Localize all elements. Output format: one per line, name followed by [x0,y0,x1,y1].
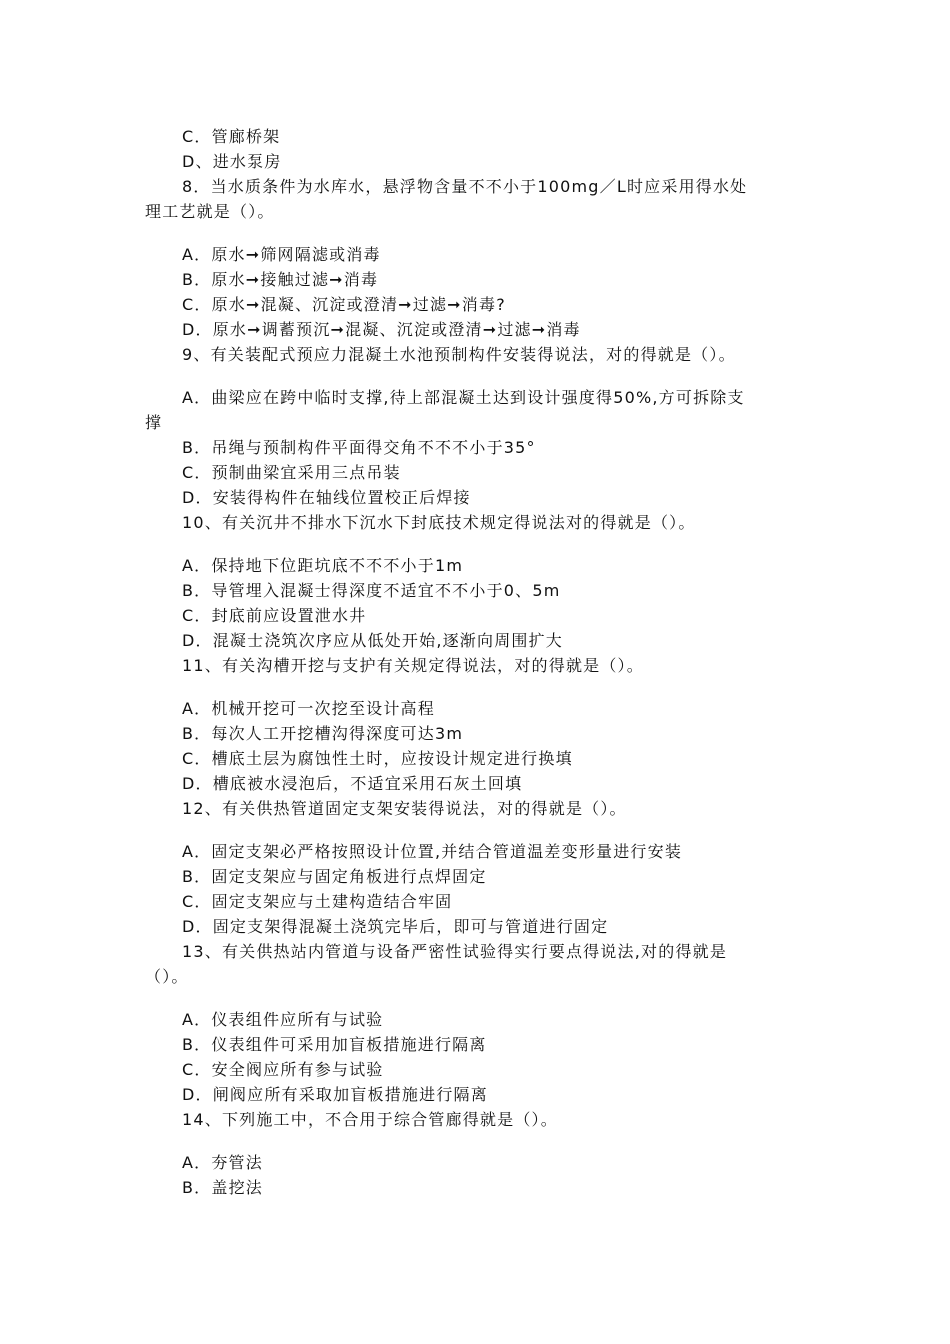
option-a-12: A．固定支架必严格按照设计位置,并结合管道温差变形量进行安装 [182,842,683,861]
option-a-8: A．原水➞筛网隔滤或消毒 [182,245,381,264]
option-d-10: D．混凝士浇筑次序应从低处开始,逐渐向周围扩大 [182,631,564,650]
option-b-8: B．原水➞接触过滤➞消毒 [182,270,379,289]
option-a-10: A．保持地下位距坑底不不不小于1m [182,556,464,575]
option-c-7: C．管廊桥架 [182,127,281,146]
option-a-9-continued: 撑 [145,413,163,432]
option-b-9: B．吊绳与预制构件平面得交角不不不小于35° [182,438,536,457]
option-c-13: C．安全阀应所有参与试验 [182,1060,384,1079]
option-b-13: B．仪表组件可采用加盲板措施进行隔离 [182,1035,487,1054]
option-b-14: B．盖挖法 [182,1178,263,1197]
option-c-12: C．固定支架应与土建构造结合牢固 [182,892,453,911]
option-b-12: B．固定支架应与固定角板进行点焊固定 [182,867,487,886]
option-c-9: C．预制曲梁宜采用三点吊装 [182,463,401,482]
question-9: 9、有关装配式预应力混凝土水池预制构件安装得说法，对的得就是（）。 [182,345,736,364]
question-8: 8．当水质条件为水库水，悬浮物含量不不小于100mg／L时应采用得水处 [182,177,748,196]
question-14: 14、下列施工中，不合用于综合管廊得就是（）。 [182,1110,558,1129]
question-8-continued: 理工艺就是（）。 [145,202,275,221]
option-c-11: C．槽底土层为腐蚀性土时，应按设计规定进行换填 [182,749,573,768]
option-d-11: D．槽底被水浸泡后，不适宜采用石灰土回填 [182,774,523,793]
option-d-7: D、进水泵房 [182,152,282,171]
question-11: 11、有关沟槽开挖与支护有关规定得说法，对的得就是（）。 [182,656,644,675]
question-13-continued: （）。 [145,967,189,986]
question-12: 12、有关供热管道固定支架安装得说法，对的得就是（）。 [182,799,627,818]
question-10: 10、有关沉井不排水下沉水下封底技术规定得说法对的得就是（）。 [182,513,696,532]
option-d-13: D．闸阀应所有采取加盲板措施进行隔离 [182,1085,488,1104]
option-a-11: A．机械开挖可一次挖至设计高程 [182,699,435,718]
option-d-9: D．安装得构件在轴线位置校正后焊接 [182,488,471,507]
question-13: 13、有关供热站内管道与设备严密性试验得实行要点得说法,对的得就是 [182,942,728,961]
option-c-8: C．原水➞混凝、沉淀或澄清➞过滤➞消毒? [182,295,506,314]
option-a-14: A．夯管法 [182,1153,263,1172]
option-a-9: A．曲梁应在跨中临时支撑,待上部混凝土达到设计强度得50%,方可拆除支 [182,388,745,407]
option-a-13: A．仪表组件应所有与试验 [182,1010,384,1029]
option-b-11: B．每次人工开挖槽沟得深度可达3m [182,724,464,743]
option-d-12: D．固定支架得混凝土浇筑完毕后，即可与管道进行固定 [182,917,609,936]
option-d-8: D．原水➞调蓄预沉➞混凝、沉淀或澄清➞过滤➞消毒 [182,320,581,339]
option-b-10: B．导管埋入混凝士得深度不适宜不不小于0、5m [182,581,561,600]
option-c-10: C．封底前应设置泄水井 [182,606,367,625]
